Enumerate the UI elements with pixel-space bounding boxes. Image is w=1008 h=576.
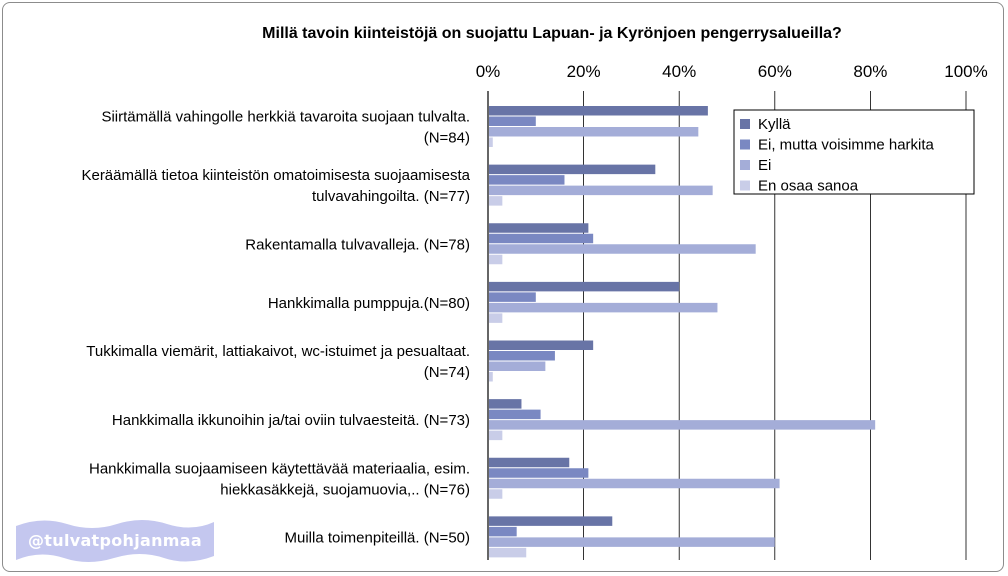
bar xyxy=(489,282,679,292)
category-label: Hankkimalla pumppuja.(N=80) xyxy=(267,294,470,312)
bar xyxy=(489,527,517,537)
bar xyxy=(489,351,555,361)
watermark xyxy=(12,516,218,566)
legend-label: Kyllä xyxy=(758,116,791,133)
bar xyxy=(489,420,875,430)
bar xyxy=(489,548,526,558)
bar xyxy=(489,223,588,233)
legend-swatch xyxy=(740,181,750,191)
x-tick-label: 40% xyxy=(662,62,697,81)
watermark-text: @tulvatpohjanmaa xyxy=(28,531,202,550)
bar xyxy=(489,399,521,409)
x-tick-label: 100% xyxy=(944,62,988,81)
legend-swatch xyxy=(740,119,750,129)
bar xyxy=(489,117,536,127)
x-tick-label: 80% xyxy=(853,62,888,81)
bar xyxy=(489,165,655,175)
bar xyxy=(489,186,713,196)
bar xyxy=(489,372,493,382)
x-tick-label: 60% xyxy=(757,62,792,81)
chart-title: Millä tavoin kiinteistöjä on suojattu Lapuan- ja Kyrönjoen pengerrysalueilla? xyxy=(262,25,842,42)
category-label: hiekkasäkkejä, suojamuovia,.. (N=76) xyxy=(220,481,470,499)
bar xyxy=(489,362,545,372)
bar xyxy=(489,292,536,302)
bar xyxy=(489,244,756,254)
bar xyxy=(489,431,502,441)
legend-swatch xyxy=(740,160,750,170)
bar xyxy=(489,537,775,547)
x-tick-label: 20% xyxy=(566,62,601,81)
bar xyxy=(489,516,612,526)
legend-label: En osaa sanoa xyxy=(758,177,859,195)
bar xyxy=(489,138,493,148)
category-label: Hankkimalla suojaamiseen käytettävää materiaalia, esim. xyxy=(88,460,470,478)
bar xyxy=(489,410,541,420)
bar xyxy=(489,106,708,116)
category-label: Hankkimalla ikkunoihin ja/tai oviin tulvaesteitä. (N=73) xyxy=(111,412,470,430)
legend-label: Ei, mutta voisimme harkita xyxy=(758,136,934,154)
bar xyxy=(489,341,593,351)
bar xyxy=(489,303,717,313)
legend-label: Ei xyxy=(758,157,772,174)
x-tick-label: 0% xyxy=(475,62,501,81)
category-label: Tukkimalla viemärit, lattiakaivot, wc-istuimet ja pesualtaat. xyxy=(86,343,470,360)
category-label: (N=74) xyxy=(423,364,470,381)
bar xyxy=(489,313,502,323)
bar xyxy=(489,234,593,244)
bar xyxy=(489,196,502,206)
category-label: Keräämällä tietoa kiinteistön omatoimisesta suojaamisesta xyxy=(81,167,470,185)
category-label: Rakentamalla tulvavalleja. (N=78) xyxy=(245,236,470,254)
bar xyxy=(489,468,588,478)
category-label: tulvavahingoilta. (N=77) xyxy=(311,188,470,206)
bar xyxy=(489,489,502,499)
bar xyxy=(489,479,780,489)
bar xyxy=(489,175,564,185)
category-label: Muilla toimenpiteillä. (N=50) xyxy=(284,529,470,547)
bar xyxy=(489,255,502,265)
bar xyxy=(489,458,569,468)
category-label: Siirtämällä vahingolle herkkiä tavaroita suojaan tulvalta. xyxy=(101,108,470,126)
bar xyxy=(489,127,698,137)
category-label: (N=84) xyxy=(423,129,470,147)
legend-swatch xyxy=(740,140,750,150)
